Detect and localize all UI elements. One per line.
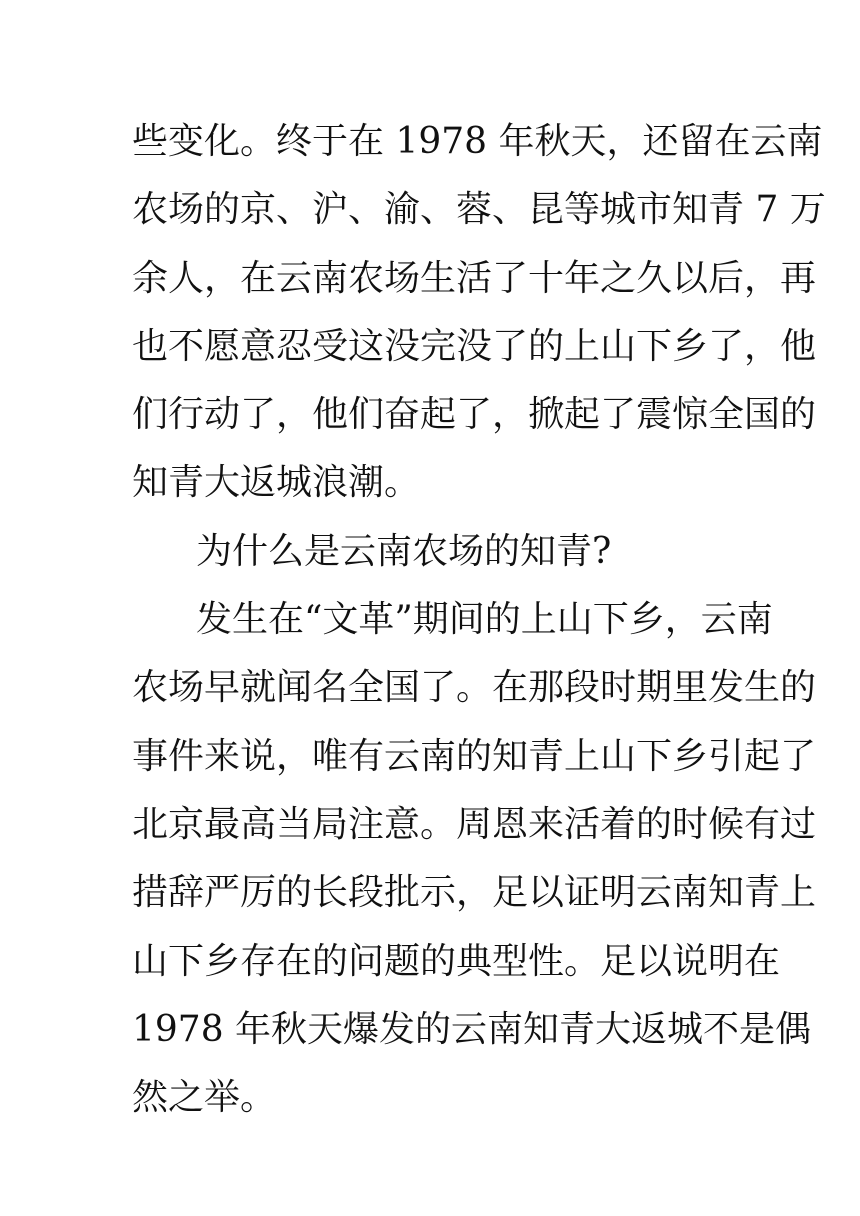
section-question: 为什么是云南农场的知青? [196,530,612,572]
body-text [132,108,826,1132]
text-line: 农场早就闻名全国了。在那段时期里发生的 [132,667,817,709]
text-line: 也不愿意忍受这没完没了的上山下乡了，他 [132,325,817,367]
text-line: 发生在“文革”期间的上山下乡，云南 [196,599,773,641]
text-line: 些变化。终于在 1978 年秋天，还留在云南 [132,121,823,162]
text-line: 事件来说，唯有云南的知青上山下乡引起了 [132,735,817,777]
text-line: 余人，在云南农场生活了十年之久以后，再 [132,257,817,299]
text-line: 措辞严厉的长段批示，足以证明云南知青上 [132,872,817,914]
text-line: 然之举。 [132,1077,277,1119]
text-line: 1978 年秋天爆发的云南知青大返城不是偶 [132,1008,812,1050]
text-line: 北京最高当局注意。周恩来活着的时候有过 [132,803,817,845]
text-line: 们行动了，他们奋起了，掀起了震惊全国的 [132,394,817,436]
text-line: 知青大返城浪潮。 [132,462,421,504]
text-line: 农场的京、沪、渝、蓉、昆等城市知青 7 万 [132,189,826,231]
text-line: 山下乡存在的问题的典型性。足以说明在 [132,940,781,982]
